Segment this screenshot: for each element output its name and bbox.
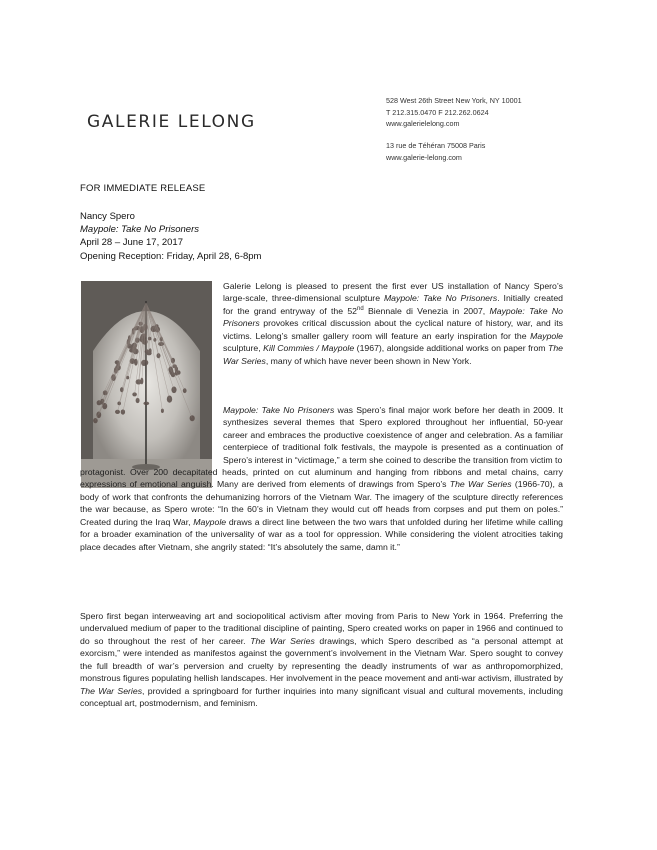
paris-website: www.galerie-lelong.com xyxy=(386,152,462,162)
ny-phone-fax: T 212.315.0470 F 212.262.0624 xyxy=(386,107,489,117)
paragraph-final-work-continued: protagonist. Over 200 decapitated heads, printed on cut aluminum and hanging from ribbons and metal chains, carry expressions of emotional anguish. Many are derived from elements of drawings from Spero’s The War Series (1966-70), a body of work that confronts the dehumanizing horrors of the Vietnam War. The imagery of the sculpture directly references the war because, as Spero wrote: “In the 60’s in Vietnam they would cut off heads from corpses and put them on poles.” Created during the Iraq War, Maypole draws a direct line between the two wars that unfolded during her lifetime while calling for a broader examination of the universality of war as a tool for oppression. While considering the violent atrocities taking place decades after Vietnam, she angrily stated: “It’s absolutely the same, damn it.” xyxy=(80,467,563,552)
exhibition-info xyxy=(80,210,261,263)
release-label: FOR IMMEDIATE RELEASE xyxy=(80,183,206,194)
paragraph-intro: Galerie Lelong is pleased to present the first ever US installation of Nancy Spero’s large-scale, three-dimensional sculpture Maypole: Take No Prisoners. Initially created for the grand entryway of the 52nd Biennale di Venezia in 2007, Maypole: Take No Prisoners provokes critical discussion about the cyclical nature of history, war, and its victims. Lelong’s smaller gallery room will feature an early inspiration for the Maypole sculpture, Kill Commies / Maypole (1967), alongside additional works on paper from The War Series, many of which have never been shown in New York. xyxy=(223,281,564,366)
opening-reception: Opening Reception: Friday, April 28, 6-8pm xyxy=(80,250,262,262)
exhibition-dates: April 28 – June 17, 2017 xyxy=(80,237,183,249)
new-york-address-block xyxy=(386,95,522,130)
paragraph-final-work-top: Maypole: Take No Prisoners was Spero’s final major work before her death in 2009. It synthesizes several themes that Spero explored throughout her influential, 50-year career and embraces the productive coexistence of anger and celebration. As a familiar centerpiece of traditional folk festivals, the maypole is presented as a continuation of Spero’s interest in “victimage,” a term she coined to describe the transition from victim to xyxy=(223,405,563,465)
paris-street-address: 13 rue de Téhéran 75008 Paris xyxy=(386,141,486,150)
ny-street-address: 528 West 26th Street New York, NY 10001 xyxy=(386,96,522,105)
paragraph-activism: Spero first began interweaving art and sociopolitical activism after moving from Paris to New York in 1964. Preferring the undervalued medium of paper to the traditional discipline of painting, Spero created works on paper in 1966 and continued to do so throughout the rest of her career. The War Series drawings, which Spero described as “a personal attempt at exorcism,” were intended as manifestos against the government’s involvement in the Vietnam War. Spero sought to convey the full breadth of war’s perversion and cruelty by representing the deadly instruments of war as anthropomorphized, monstrous figures populating hellish landscapes. Her involvement in the peace movement and anti-war activism, illustrated by The War Series, provided a springboard for further inquiries into many significant visual and cultural movements, including conceptual art, postmodernism, and feminism. xyxy=(80,611,563,709)
ny-website: www.galerielelong.com xyxy=(386,119,460,128)
artist-name: Nancy Spero xyxy=(80,211,135,222)
gallery-logo: GALERIE LELONG xyxy=(87,112,256,132)
maypole-installation-photo xyxy=(81,281,212,488)
exhibition-title: Maypole: Take No Prisoners xyxy=(80,224,199,236)
paris-address-block xyxy=(386,140,485,163)
